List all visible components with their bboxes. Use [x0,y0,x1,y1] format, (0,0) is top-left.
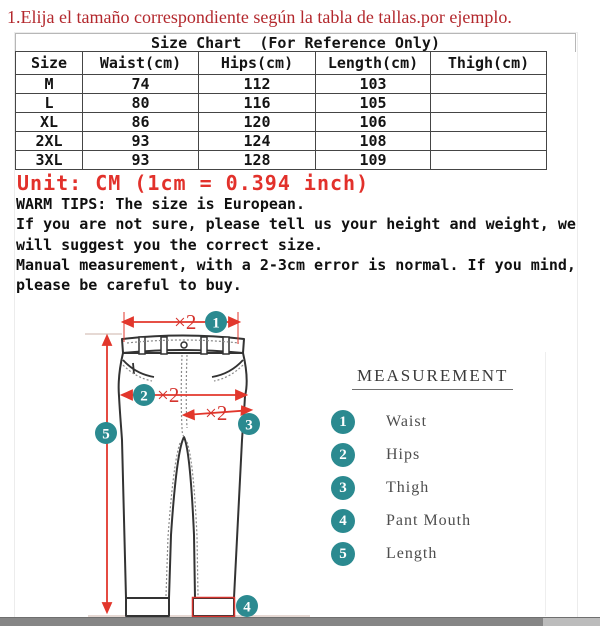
measurement-label: Pant Mouth [386,512,472,529]
size-cell [431,132,547,151]
measurement-item [331,410,471,434]
size-row [16,75,547,94]
size-cell: 2XL [16,132,83,151]
column-header: Length(cm) [316,52,431,75]
size-row [16,132,547,151]
measurement-label: Length [386,545,438,562]
size-cell: 74 [83,75,199,94]
size-cell: 128 [199,151,316,170]
measurement-number-badge: 3 [331,476,355,500]
bottom-scrollbar[interactable] [0,617,600,626]
size-cell: 120 [199,113,316,132]
pants-outline-icon [119,336,247,617]
tips-line: WARM TIPS: The size is European. [16,195,305,213]
diagram-section-divider [545,352,546,616]
svg-text:3: 3 [245,417,253,434]
column-header: Hips(cm) [199,52,316,75]
svg-text:4: 4 [243,599,251,616]
measurement-number-badge: 4 [331,509,355,533]
measurement-item [331,542,471,566]
size-cell: 86 [83,113,199,132]
page-title: 1.Elija el tamaño correspondiente según la tabla de tallas.por ejemplo. [7,7,512,27]
measurement-item [331,476,471,500]
tips-line: please be careful to buy. [16,276,242,295]
x2-label: ×2 [205,401,228,425]
measurement-legend [331,410,471,575]
x2-label: ×2 [157,383,180,407]
measurement-label: Hips [386,446,421,463]
svg-text:5: 5 [102,426,110,443]
size-cell: 109 [316,151,431,170]
measurement-item [331,509,471,533]
tips-line: will suggest you the correct size. [16,235,324,254]
size-chart-header-row [16,52,547,75]
size-row [16,113,547,132]
size-cell: 103 [316,75,431,94]
measurement-label: Thigh [386,479,430,496]
measurement-number-badge: 5 [331,542,355,566]
size-cell: 93 [83,132,199,151]
size-cell: 108 [316,132,431,151]
size-cell: 80 [83,94,199,113]
measurement-number-badge: 1 [331,410,355,434]
size-cell: 116 [199,94,316,113]
size-cell: 124 [199,132,316,151]
column-header: Thigh(cm) [431,52,547,75]
size-cell: 105 [316,94,431,113]
size-chart-table [15,51,547,170]
size-cell: 112 [199,75,316,94]
size-cell [431,113,547,132]
column-header: Size [16,52,83,75]
x2-label: ×2 [174,310,197,334]
size-cell [431,75,547,94]
size-cell: 93 [83,151,199,170]
measurement-heading: MEASUREMENT [352,366,513,390]
measurement-label: Waist [386,413,428,430]
unit-note: Unit: CM (1cm = 0.394 inch) [17,171,370,195]
size-cell [431,151,547,170]
tips-line: If you are not sure, please tell us your height and weight, we [16,215,576,234]
size-row [16,94,547,113]
svg-text:1: 1 [212,315,220,332]
column-header: Waist(cm) [83,52,199,75]
size-cell: XL [16,113,83,132]
pants-diagram-graphic [0,280,330,626]
size-cell: 106 [316,113,431,132]
measurement-number-badge: 2 [331,443,355,467]
size-cell: L [16,94,83,113]
tips-line: Manual measurement, with a 2-3cm error is normal. If you mind, [16,255,576,274]
size-cell: 3XL [16,151,83,170]
measurement-item [331,443,471,467]
size-cell [431,94,547,113]
svg-text:2: 2 [140,388,148,405]
size-row [16,151,547,170]
size-chart-title: Size Chart (For Reference Only) [15,33,576,52]
size-cell: M [16,75,83,94]
